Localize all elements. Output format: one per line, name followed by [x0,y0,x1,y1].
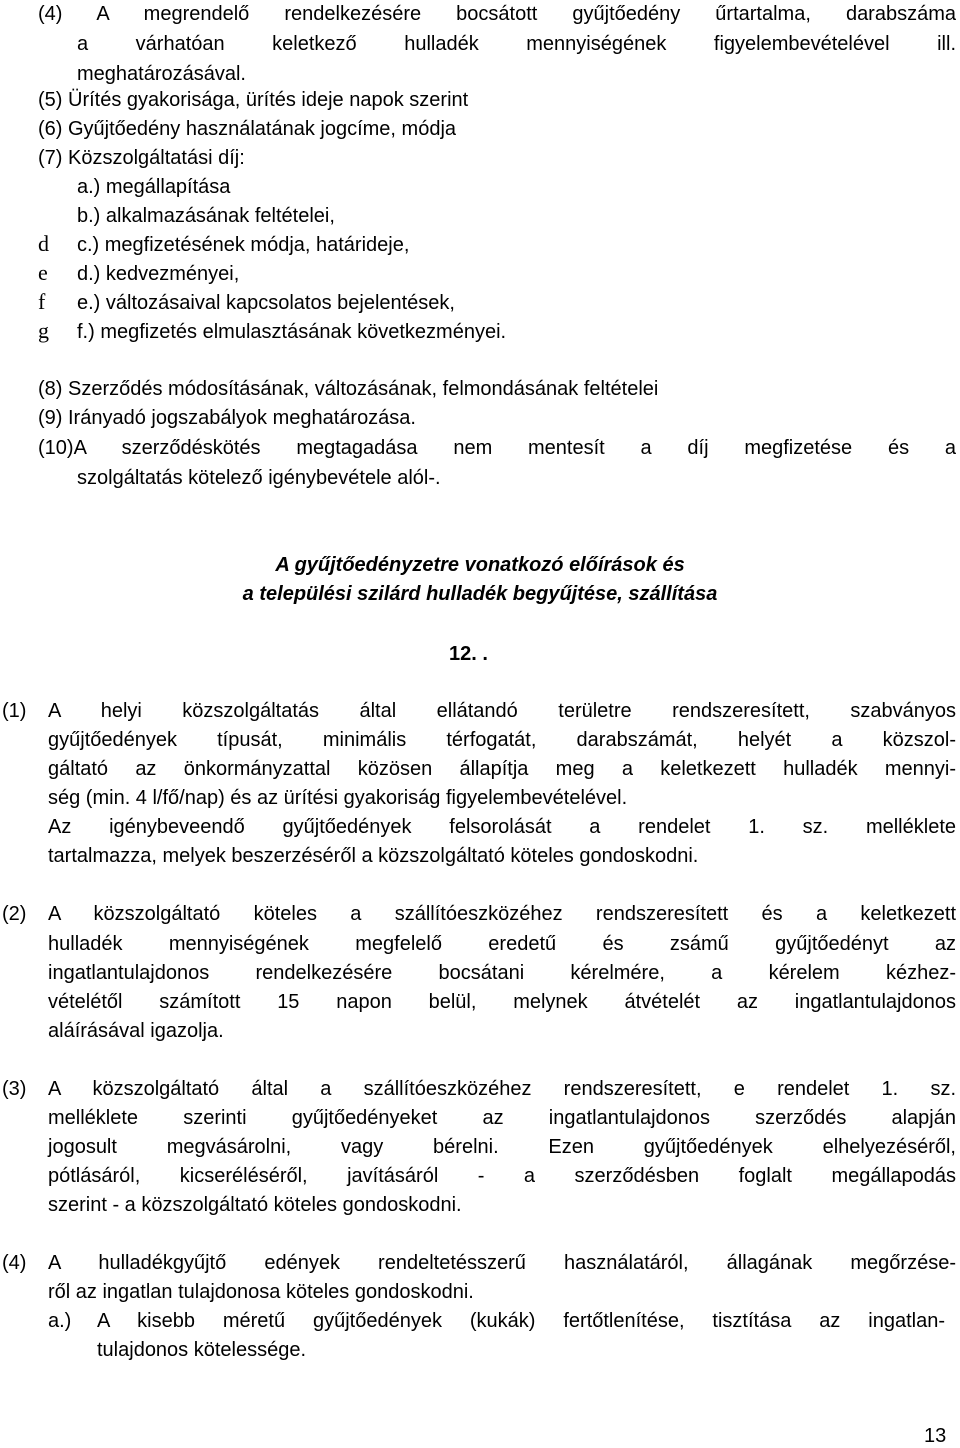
paragraph-4-line: ről az ingatlan tulajdonosa köteles gondoskodni. [48,1281,474,1303]
item-7e: e.) változásaival kapcsolatos bejelentések, [77,292,455,314]
paragraph-1-line: gáltató az önkormányzattal közösen állapítja meg a keletkezett hulladék mennyi- [48,758,956,780]
side-letter: f [38,289,46,314]
paragraph-3-line: A közszolgáltató által a szállítóeszközéhez rendszeresített, e rendelet 1. sz. [48,1078,956,1100]
item-7: (7) Közszolgáltatási díj: [38,147,245,169]
paragraph-2-line: vételétől számított 15 napon belül, melynek átvételét az ingatlantulajdonos [48,991,956,1013]
section-heading-line-1: A gyűjtőedényzetre vonatkozó előírások és [275,554,685,576]
item-4-line-1: (4) A megrendelő rendelkezésére bocsátott gyűjtőedény űrtartalma, darabszáma [38,3,956,25]
item-7f: f.) megfizetés elmulasztásának következményei. [77,321,507,343]
item-7d: d.) kedvezményei, [77,263,240,285]
item-10-line-2: szolgáltatás kötelező igénybevétele alól-. [77,467,441,489]
side-letter: e [38,260,48,285]
paragraph-3-line: pótlásáról, kicseréléséről, javításáról - a szerződésben foglalt megállapodás [48,1165,956,1187]
item-8: (8) Szerződés módosításának, változásának, felmondásának feltételei [38,378,659,400]
paragraph-4-number: (4) [2,1252,27,1274]
section-heading-line-2: a települési szilárd hulladék begyűjtése, szállítása [242,583,718,605]
paragraph-2-number: (2) [2,903,27,925]
paragraph-3-number: (3) [2,1078,27,1100]
paragraph-4-sub-line: A kisebb méretű gyűjtőedények (kukák) fertőtlenítése, tisztítása az ingatlan- [97,1310,945,1332]
item-7b: b.) alkalmazásának feltételei, [77,205,335,227]
paragraph-3-line: szerint - a közszolgáltató köteles gondoskodni. [48,1194,462,1216]
paragraph-2-line: ingatlantulajdonos rendelkezésére bocsátani kérelmére, a kérelem kézhez- [48,962,956,984]
paragraph-1-line: gyűjtőedények típusát, minimális térfogatát, darabszámát, helyét a közszol- [48,729,956,751]
paragraph-1-number: (1) [2,700,27,722]
side-letter: g [38,318,49,343]
item-4-line-2: a várhatóan keletkező hulladék mennyiségének figyelembevételével ill. [77,33,956,55]
paragraph-4-line: A hulladékgyűjtő edények rendeltetésszerű használatáról, állagának megőrzése- [48,1252,956,1274]
paragraph-2-line: aláírásával igazolja. [48,1020,224,1042]
paragraph-2-line: hulladék mennyiségének megfelelő eredetű és zsámű gyűjtőedényt az [48,933,956,955]
paragraph-1-line: ség (min. 4 l/fő/nap) és az ürítési gyakoriság figyelembevételével. [48,787,628,809]
item-10-line-1: (10)A szerződéskötés megtagadása nem mentesít a díj megfizetése és a [38,437,956,459]
item-6: (6) Gyűjtőedény használatának jogcíme, módja [38,118,457,140]
item-9: (9) Irányadó jogszabályok meghatározása. [38,407,416,429]
item-4-line-3: meghatározásával. [77,63,246,85]
paragraph-3-line: melléklete szerinti gyűjtőedényeket az ingatlantulajdonos szerződés alapján [48,1107,956,1129]
paragraph-4-sub-label: a.) [48,1310,72,1332]
section-number: 12. . [449,643,488,665]
item-5: (5) Ürítés gyakorisága, ürítés ideje napok szerint [38,89,469,111]
item-7a: a.) megállapítása [77,176,231,198]
item-7c: c.) megfizetésének módja, határideje, [77,234,410,256]
paragraph-4-sub-line: tulajdonos kötelessége. [97,1339,307,1361]
paragraph-1-line: tartalmazza, melyek beszerzéséről a közszolgáltató köteles gondoskodni. [48,845,699,867]
paragraph-1-line: Az igénybeveendő gyűjtőedények felsorolását a rendelet 1. sz. melléklete [48,816,956,838]
paragraph-2-line: A közszolgáltató köteles a szállítóeszközéhez rendszeresített és a keletkezett [48,903,956,925]
paragraph-1-line: A helyi közszolgáltatás által ellátandó területre rendszeresített, szabványos [48,700,956,722]
page-number: 13 [924,1425,947,1447]
paragraph-3-line: jogosult megvásárolni, vagy bérelni. Ezen gyűjtőedények elhelyezéséről, [48,1136,956,1158]
side-letter: d [38,231,49,256]
